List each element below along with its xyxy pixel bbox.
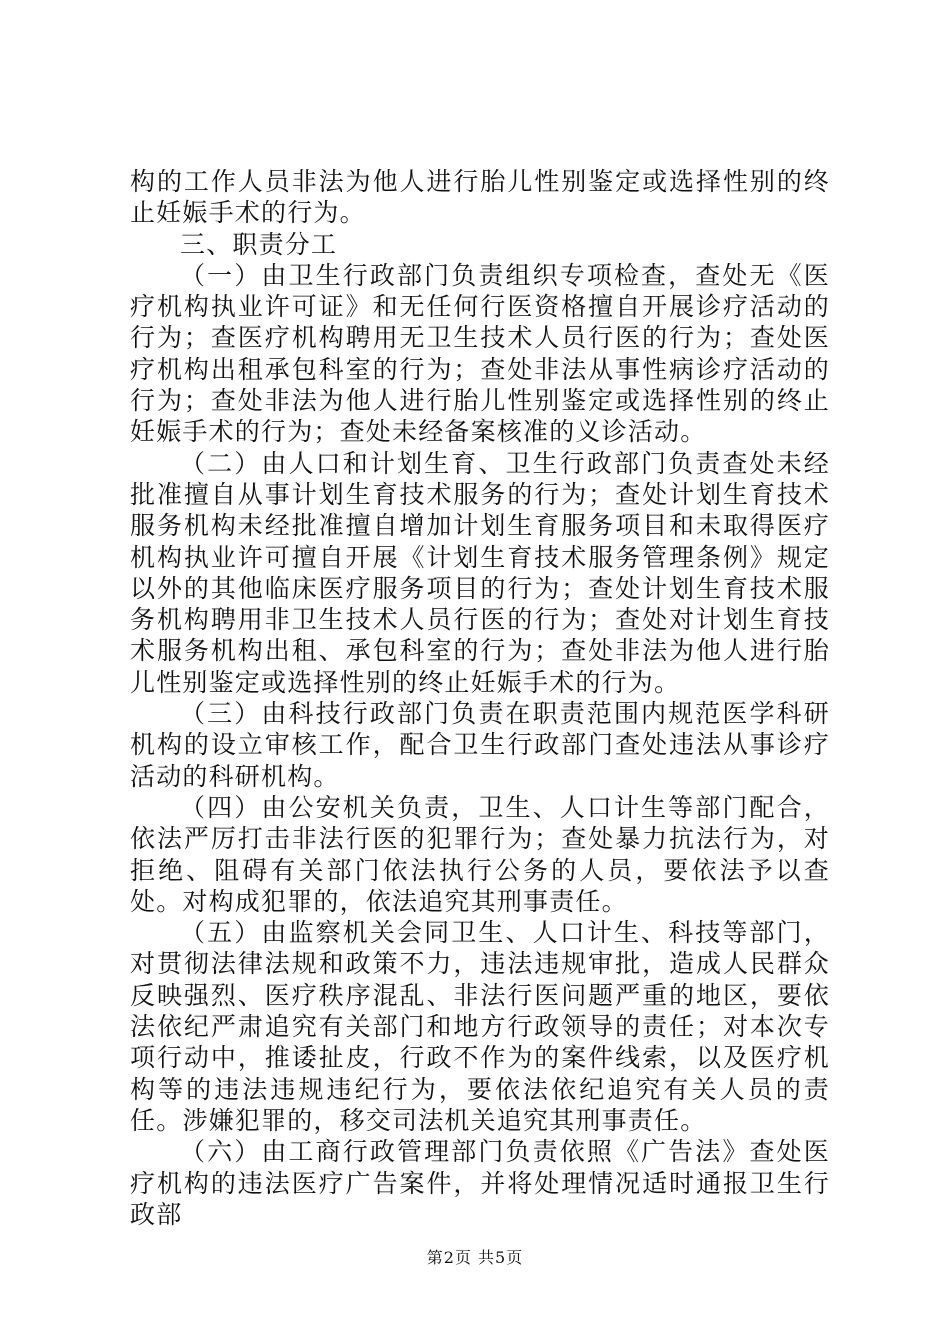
paragraph-1: （一）由卫生行政部门负责组织专项检查，查处无《医疗机构执业许可证》和无任何行医资格擅自开展诊疗活动的行为；查医疗机构聘用无卫生技术人员行医的行为；查处医疗机构出租承包科室的行为；查处非法从事性病诊疗活动的行为；查处非法为他人进行胎儿性别鉴定或选择性别的终止妊娠手术的行为；查处未经备案核准的义诊活动。 [130,260,830,447]
paragraph-6: （六）由工商行政管理部门负责依照《广告法》查处医疗机构的违法医疗广告案件，并将处理情况适时通报卫生行政部 [130,1137,830,1229]
paragraph-3: （三）由科技行政部门负责在职责范围内规范医学科研机构的设立审核工作，配合卫生行政部门查处违法从事诊疗活动的科研机构。 [130,699,830,791]
page-footer: 第2页 共5页 [426,1248,524,1267]
paragraph-5: （五）由监察机关会同卫生、人口计生、科技等部门，对贯彻法律法规和政策不力，违法违规审批，造成人民群众反映强烈、医疗秩序混乱、非法行医问题严重的地区，要依法依纪严肃追究有关部门和地方行政领导的责任；对本次专项行动中，推诿扯皮，行政不作为的案件线索，以及医疗机构等的违法违规违纪行为，要依法依纪追究有关人员的责任。涉嫌犯罪的，移交司法机关追究其刑事责任。 [130,918,830,1135]
paragraph-4: （四）由公安机关负责，卫生、人口计生等部门配合，依法严厉打击非法行医的犯罪行为；查处暴力抗法行为，对拒绝、阻碍有关部门依法执行公务的人员，要依法予以查处。对构成犯罪的，依法追究其刑事责任。 [130,792,830,916]
continuation-paragraph: 构的工作人员非法为他人进行胎儿性别鉴定或选择性别的终止妊娠手术的行为。 [130,167,830,228]
paragraph-2: （二）由人口和计划生育、卫生行政部门负责查处未经批准擅自从事计划生育技术服务的行为；查处计划生育技术服务机构未经批准擅自增加计划生育服务项目和未取得医疗机构执业许可擅自开展《计划生育技术服务管理条例》规定以外的其他临床医疗服务项目的行为；查处计划生育技术服务机构聘用非卫生技术人员行医的行为；查处对计划生育技术服务机构出租、承包科室的行为；查处非法为他人进行胎儿性别鉴定或选择性别的终止妊娠手术的行为。 [130,448,830,697]
section-heading: 三、职责分工 [180,229,338,259]
document-body [130,166,830,1230]
